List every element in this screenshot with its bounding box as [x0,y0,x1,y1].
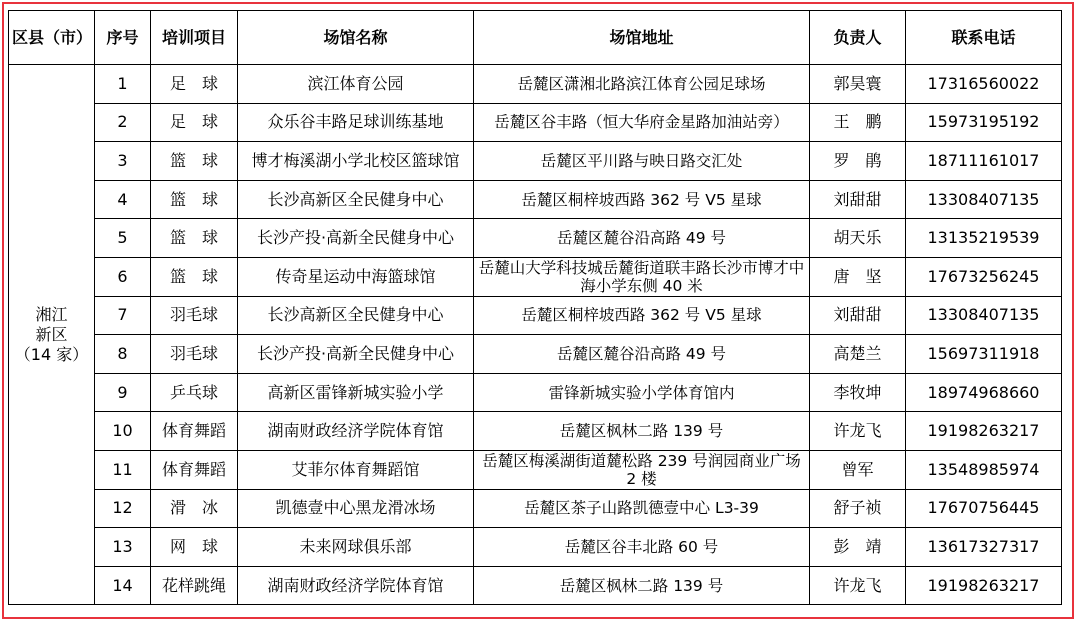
project-cell: 花样跳绳 [151,566,238,605]
venue-cell: 湖南财政经济学院体育馆 [238,566,474,605]
address-cell: 岳麓区梅溪湖街道麓松路 239 号润园商业广场 2 楼 [474,450,810,489]
venue-cell: 高新区雷锋新城实验小学 [238,373,474,412]
contact-cell: 李牧坤 [810,373,906,412]
row-number: 13 [95,528,151,567]
row-number: 8 [95,335,151,374]
venue-cell: 长沙产投·高新全民健身中心 [238,335,474,374]
phone-cell: 17673256245 [906,257,1062,296]
table-row [9,335,1062,374]
contact-cell: 王 鹏 [810,103,906,142]
venue-cell: 艾菲尔体育舞蹈馆 [238,450,474,489]
header-district: 区县（市） [9,11,95,65]
contact-cell: 胡天乐 [810,219,906,258]
phone-cell: 18974968660 [906,373,1062,412]
document-frame [2,2,1074,619]
venue-cell: 长沙产投·高新全民健身中心 [238,219,474,258]
phone-cell: 17316560022 [906,65,1062,104]
contact-cell: 罗 鹃 [810,142,906,181]
row-number: 7 [95,296,151,335]
district-label: 新区 [35,324,68,344]
venue-cell: 长沙高新区全民健身中心 [238,296,474,335]
row-number: 2 [95,103,151,142]
header-venue: 场馆名称 [238,11,474,65]
address-cell: 岳麓区潇湘北路滨江体育公园足球场 [474,65,810,104]
header-phone: 联系电话 [906,11,1062,65]
project-cell: 羽毛球 [151,335,238,374]
venue-cell: 未来网球俱乐部 [238,528,474,567]
phone-cell: 13617327317 [906,528,1062,567]
header-contact: 负责人 [810,11,906,65]
venue-cell: 湖南财政经济学院体育馆 [238,412,474,451]
row-number: 9 [95,373,151,412]
venue-cell: 众乐谷丰路足球训练基地 [238,103,474,142]
table-row [9,65,1062,104]
phone-cell: 13308407135 [906,180,1062,219]
address-cell: 岳麓区谷丰路（恒大华府金星路加油站旁） [474,103,810,142]
address-cell: 岳麓区麓谷沿高路 49 号 [474,335,810,374]
project-cell: 篮 球 [151,257,238,296]
address-cell: 岳麓区茶子山路凯德壹中心 L3-39 [474,489,810,528]
table-row [9,142,1062,181]
address-cell: 雷锋新城实验小学体育馆内 [474,373,810,412]
row-number: 11 [95,450,151,489]
table-row [9,489,1062,528]
phone-cell: 13548985974 [906,450,1062,489]
contact-cell: 刘甜甜 [810,296,906,335]
project-cell: 篮 球 [151,219,238,258]
row-number: 3 [95,142,151,181]
contact-cell: 曾军 [810,450,906,489]
table-row [9,103,1062,142]
phone-cell: 17670756445 [906,489,1062,528]
project-cell: 羽毛球 [151,296,238,335]
contact-cell: 舒子祯 [810,489,906,528]
phone-cell: 15973195192 [906,103,1062,142]
row-number: 4 [95,180,151,219]
project-cell: 乒乓球 [151,373,238,412]
district-label: （14 家） [14,344,89,364]
phone-cell: 19198263217 [906,566,1062,605]
address-cell: 岳麓区平川路与映日路交汇处 [474,142,810,181]
project-cell: 足 球 [151,103,238,142]
table-row [9,528,1062,567]
row-number: 6 [95,257,151,296]
table-row [9,412,1062,451]
phone-cell: 15697311918 [906,335,1062,374]
district-label: 湘江 [35,304,68,324]
project-cell: 体育舞蹈 [151,450,238,489]
venue-cell: 传奇星运动中海篮球馆 [238,257,474,296]
address-cell: 岳麓区桐梓坡西路 362 号 V5 星球 [474,180,810,219]
row-number: 12 [95,489,151,528]
address-cell: 岳麓区枫林二路 139 号 [474,412,810,451]
header-project: 培训项目 [151,11,238,65]
row-number: 14 [95,566,151,605]
table-row [9,257,1062,296]
contact-cell: 许龙飞 [810,566,906,605]
project-cell: 足 球 [151,65,238,104]
row-number: 1 [95,65,151,104]
contact-cell: 彭 靖 [810,528,906,567]
row-number: 10 [95,412,151,451]
table-row [9,219,1062,258]
address-cell: 岳麓区麓谷沿高路 49 号 [474,219,810,258]
project-cell: 滑 冰 [151,489,238,528]
project-cell: 篮 球 [151,142,238,181]
table-row [9,566,1062,605]
phone-cell: 13308407135 [906,296,1062,335]
venue-cell: 凯德壹中心黑龙滑冰场 [238,489,474,528]
contact-cell: 许龙飞 [810,412,906,451]
project-cell: 网 球 [151,528,238,567]
address-cell: 岳麓区桐梓坡西路 362 号 V5 星球 [474,296,810,335]
header-row [9,11,1062,65]
venue-cell: 博才梅溪湖小学北校区篮球馆 [238,142,474,181]
table-row [9,296,1062,335]
project-cell: 体育舞蹈 [151,412,238,451]
venue-cell: 滨江体育公园 [238,65,474,104]
contact-cell: 唐 坚 [810,257,906,296]
table-row [9,180,1062,219]
phone-cell: 13135219539 [906,219,1062,258]
header-number: 序号 [95,11,151,65]
contact-cell: 郭昊寰 [810,65,906,104]
address-cell: 岳麓区枫林二路 139 号 [474,566,810,605]
venue-cell: 长沙高新区全民健身中心 [238,180,474,219]
header-address: 场馆地址 [474,11,810,65]
address-cell: 岳麓区谷丰北路 60 号 [474,528,810,567]
project-cell: 篮 球 [151,180,238,219]
contact-cell: 高楚兰 [810,335,906,374]
table-row [9,450,1062,489]
phone-cell: 18711161017 [906,142,1062,181]
district-cell [9,65,95,605]
venue-table [8,10,1062,605]
phone-cell: 19198263217 [906,412,1062,451]
address-cell: 岳麓山大学科技城岳麓街道联丰路长沙市博才中海小学东侧 40 米 [474,257,810,296]
contact-cell: 刘甜甜 [810,180,906,219]
row-number: 5 [95,219,151,258]
table-row [9,373,1062,412]
